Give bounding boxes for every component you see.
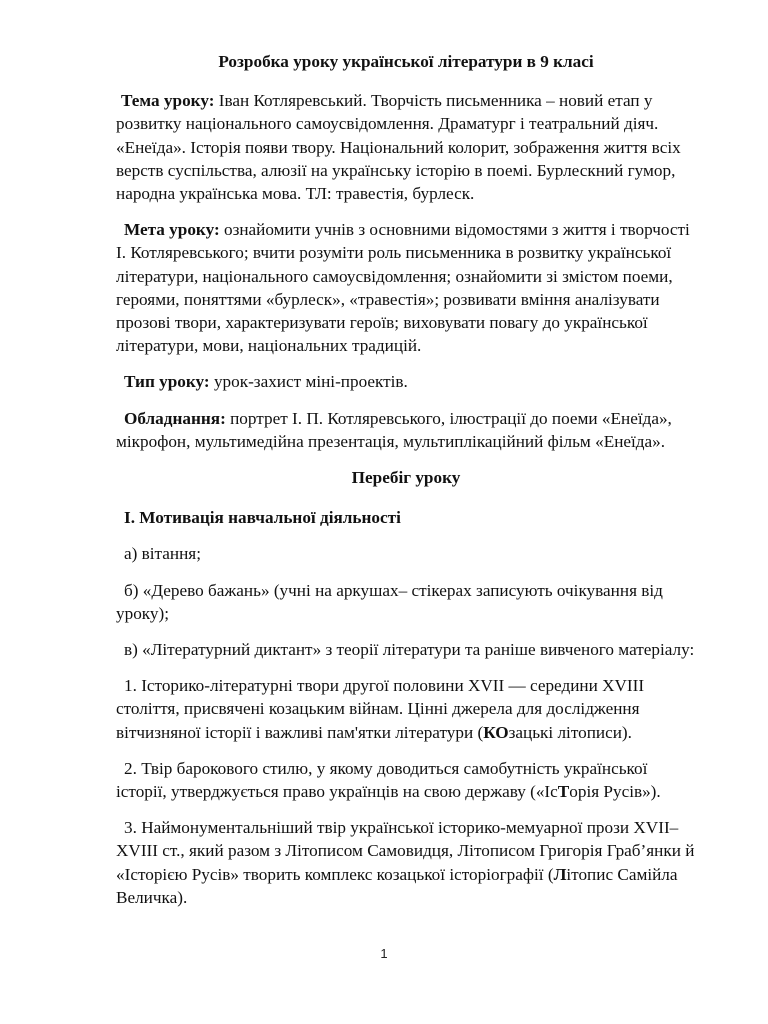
question-2 (116, 757, 696, 803)
item-c-text: в) «Літературний диктант» з теорії літератури та раніше вивченого матеріалу: (124, 640, 695, 660)
question-1-bold: КО (483, 722, 509, 742)
type-paragraph (116, 370, 696, 393)
type-label: Тип уроку: (124, 372, 210, 392)
course-heading: Перебіг уроку (351, 468, 461, 488)
section1-heading (116, 506, 696, 529)
topic-paragraph (116, 89, 696, 205)
goal-label: Мета уроку: (124, 220, 220, 240)
topic-text: Іван Котляревський. Творчість письменника – новий етап у розвитку національного самоусвідомлення. Драматург і театральний діяч. «Енеїда». Історія появи твору. Національний колорит, зображення життя всіх верств суспільства, алюзії на українську історію в поемі. Бурлескний гумор, народна українська мова. ТЛ: травестія, бурлеск. (116, 91, 681, 204)
equipment-text: портрет І. П. Котляревського, ілюстрації до поеми «Енеїда», мікрофон, мультимедійна презентація, мультиплікаційний фільм «Енеїда». (116, 408, 672, 451)
type-text: урок-захист міні-проектів. (209, 372, 408, 392)
item-a-text: а) вітання; (124, 544, 201, 564)
question-2-text: 2. Твір барокового стилю, у якому доводиться самобутність української історії, утверджується право українців на свою державу («Іс (116, 758, 648, 802)
question-2-bold: Т (557, 782, 570, 802)
topic-label: Тема уроку: (121, 91, 215, 111)
document-content (116, 50, 696, 922)
question-1-text: 1. Історико-літературні твори другої половини XVII — середини XVIII століття, присвячені козацьким війнам. Цінні джерела для дослідження вітчизняної історії і важливі пам'ятки літератури ( (116, 676, 645, 742)
goal-paragraph (116, 218, 696, 357)
page-number: 1 (380, 946, 388, 961)
question-3 (116, 816, 696, 909)
equipment-paragraph (116, 407, 696, 453)
question-1-rest: зацькі літописи). (508, 722, 632, 742)
goal-text: ознайомити учнів з основними відомостями з життя і творчості І. Котляревського; вчити розуміти роль письменника в розвитку української літератури, національного самоусвідомлення; ознайомити зі змістом поеми, героями, поняттями «бурлеск», «травестія»; розвивати вміння аналізувати прозові твори, характеризувати героїв; виховувати повагу до української літератури, мови, національних традицій. (116, 220, 690, 356)
question-3-rest: ітопис Самійла Величка). (116, 864, 678, 907)
question-1 (116, 674, 696, 744)
question-2-rest: орія Русів»). (569, 782, 661, 802)
section1-heading-text: I. Мотивація навчальної діяльності (124, 508, 401, 528)
document-title: Розробка уроку української літератури в 9 класі (218, 52, 594, 71)
item-b-text: б) «Дерево бажань» (учні на аркушах– стікерах записують очікування від уроку); (116, 580, 663, 623)
equipment-label: Обладнання: (124, 408, 226, 428)
question-3-text: 3. Наймонументальніший твір української історико-мемуарної прози XVII–XVIII ст., який разом з Літописом Самовидця, Літописом Григорія Граб’янки й «Історією Русів» творить комплекс козацької історіографії ( (116, 818, 695, 884)
question-3-bold: Л (553, 864, 567, 884)
item-a (116, 542, 696, 565)
item-b (116, 579, 696, 625)
item-c (116, 638, 696, 661)
